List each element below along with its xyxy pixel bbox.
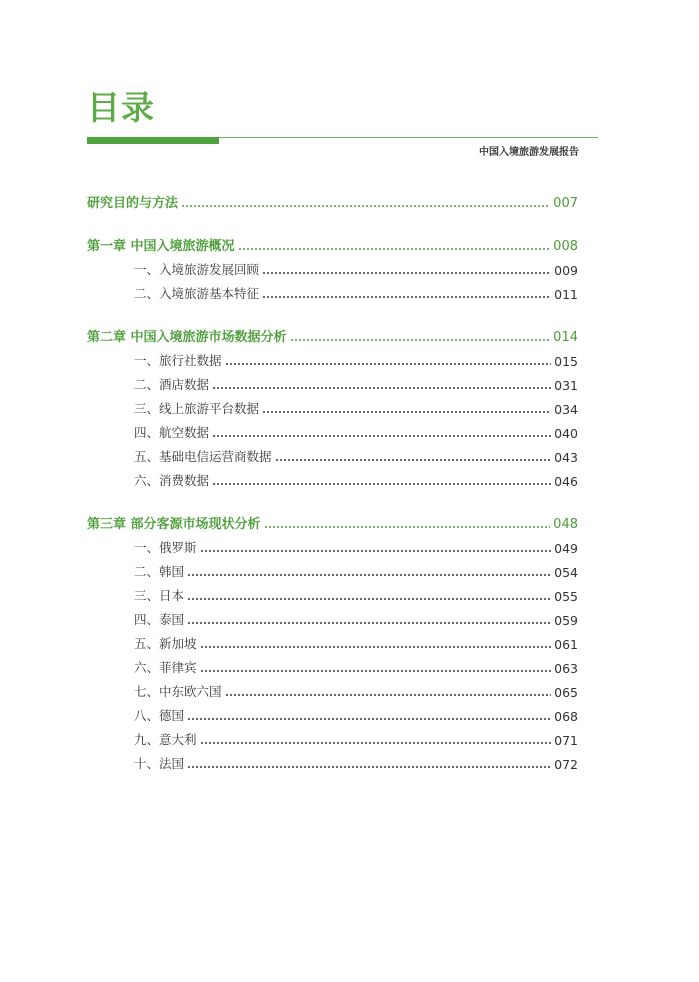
toc-entry-label: 二、入境旅游基本特征 — [134, 286, 260, 301]
toc-chapter-entry[interactable] — [87, 512, 578, 532]
dot-leader — [238, 248, 551, 250]
toc-entry-page: 059 — [554, 613, 578, 628]
toc-section-entry[interactable] — [134, 680, 578, 700]
toc-section-entry[interactable] — [134, 373, 578, 393]
toc-section-entry[interactable] — [134, 728, 578, 748]
toc-entry-page: 011 — [554, 287, 578, 302]
toc-section-entry[interactable] — [134, 560, 578, 580]
dot-leader — [200, 646, 552, 648]
toc-entry-page: 009 — [554, 263, 578, 278]
toc-section-entry[interactable] — [134, 397, 578, 417]
toc-entry-label: 五、基础电信运营商数据 — [134, 449, 272, 464]
toc-entry-page: 015 — [554, 354, 578, 369]
toc-entry-page: 046 — [554, 474, 578, 489]
toc-entry-label: 第三章 部分客源市场现状分析 — [87, 517, 261, 532]
toc-entry-label: 二、韩国 — [134, 564, 185, 579]
toc-entry-label: 十、法国 — [134, 756, 185, 771]
toc-entry-page: 007 — [553, 196, 578, 211]
toc-entry-label: 八、德国 — [134, 708, 185, 723]
toc-section-entry[interactable] — [134, 421, 578, 441]
toc-section-entry[interactable] — [134, 536, 578, 556]
toc-entry-page: 048 — [553, 517, 578, 532]
dot-leader — [225, 694, 552, 696]
toc-entry-page: 054 — [554, 565, 578, 580]
dot-leader — [200, 742, 552, 744]
toc-section-entry[interactable] — [134, 752, 578, 772]
dot-leader — [262, 272, 551, 274]
toc-section-entry[interactable] — [134, 632, 578, 652]
toc-entry-page: 055 — [554, 589, 578, 604]
page-title: 目录 — [87, 88, 155, 127]
dot-leader — [187, 574, 551, 576]
dot-leader — [212, 483, 551, 485]
dot-leader — [212, 435, 551, 437]
toc-entry-label: 七、中东欧六国 — [134, 684, 222, 699]
toc-entry-label: 九、意大利 — [134, 732, 197, 747]
toc-entry-page: 034 — [554, 402, 578, 417]
toc-entry-page: 065 — [554, 685, 578, 700]
toc-entry-label: 第二章 中国入境旅游市场数据分析 — [87, 330, 287, 345]
dot-leader — [200, 670, 552, 672]
dot-leader — [187, 598, 551, 600]
dot-leader — [264, 526, 551, 528]
toc-section-entry[interactable] — [134, 656, 578, 676]
dot-leader — [200, 550, 552, 552]
toc-entry-label: 四、航空数据 — [134, 425, 210, 440]
toc-entry-page: 008 — [553, 239, 578, 254]
dot-leader — [187, 622, 551, 624]
toc-entry-page: 068 — [554, 709, 578, 724]
dot-leader — [187, 766, 551, 768]
dot-leader — [181, 205, 550, 207]
toc-section-entry[interactable] — [134, 704, 578, 724]
toc-entry-label: 一、旅行社数据 — [134, 353, 222, 368]
toc-entry-label: 三、线上旅游平台数据 — [134, 401, 260, 416]
toc-entry-label: 一、俄罗斯 — [134, 540, 197, 555]
toc-entry-page: 040 — [554, 426, 578, 441]
toc-entry-label: 五、新加坡 — [134, 636, 197, 651]
title-accent-bar — [87, 137, 219, 144]
toc-entry-page: 014 — [553, 330, 578, 345]
toc-entry-page: 043 — [554, 450, 578, 465]
toc-chapter-entry[interactable] — [87, 191, 578, 211]
toc-chapter-entry[interactable] — [87, 234, 578, 254]
dot-leader — [225, 363, 552, 365]
toc-entry-page: 072 — [554, 757, 578, 772]
toc-section-entry[interactable] — [134, 584, 578, 604]
toc-section-entry[interactable] — [134, 445, 578, 465]
toc-entry-label: 六、菲律宾 — [134, 660, 197, 675]
toc-entry-page: 061 — [554, 637, 578, 652]
toc-entry-label: 三、日本 — [134, 588, 185, 603]
dot-leader — [187, 718, 551, 720]
toc-entry-label: 四、泰国 — [134, 612, 185, 627]
toc-entry-label: 六、消费数据 — [134, 473, 210, 488]
toc-entry-label: 研究目的与方法 — [87, 196, 179, 211]
dot-leader — [212, 387, 551, 389]
toc-entry-page: 031 — [554, 378, 578, 393]
toc-entry-label: 第一章 中国入境旅游概况 — [87, 239, 235, 254]
toc-entry-label: 一、入境旅游发展回顾 — [134, 262, 260, 277]
dot-leader — [275, 459, 552, 461]
dot-leader — [290, 339, 551, 341]
toc-section-entry[interactable] — [134, 349, 578, 369]
toc-chapter-entry[interactable] — [87, 325, 578, 345]
toc-section-entry[interactable] — [134, 258, 578, 278]
toc-entry-page: 063 — [554, 661, 578, 676]
toc-section-entry[interactable] — [134, 282, 578, 302]
toc-entry-label: 二、酒店数据 — [134, 377, 210, 392]
title-divider — [219, 137, 598, 138]
toc-section-entry[interactable] — [134, 608, 578, 628]
report-name: 中国入境旅游发展报告 — [479, 147, 579, 158]
dot-leader — [262, 296, 551, 298]
toc-section-entry[interactable] — [134, 469, 578, 489]
toc-entry-page: 049 — [554, 541, 578, 556]
dot-leader — [262, 411, 551, 413]
toc-entry-page: 071 — [554, 733, 578, 748]
